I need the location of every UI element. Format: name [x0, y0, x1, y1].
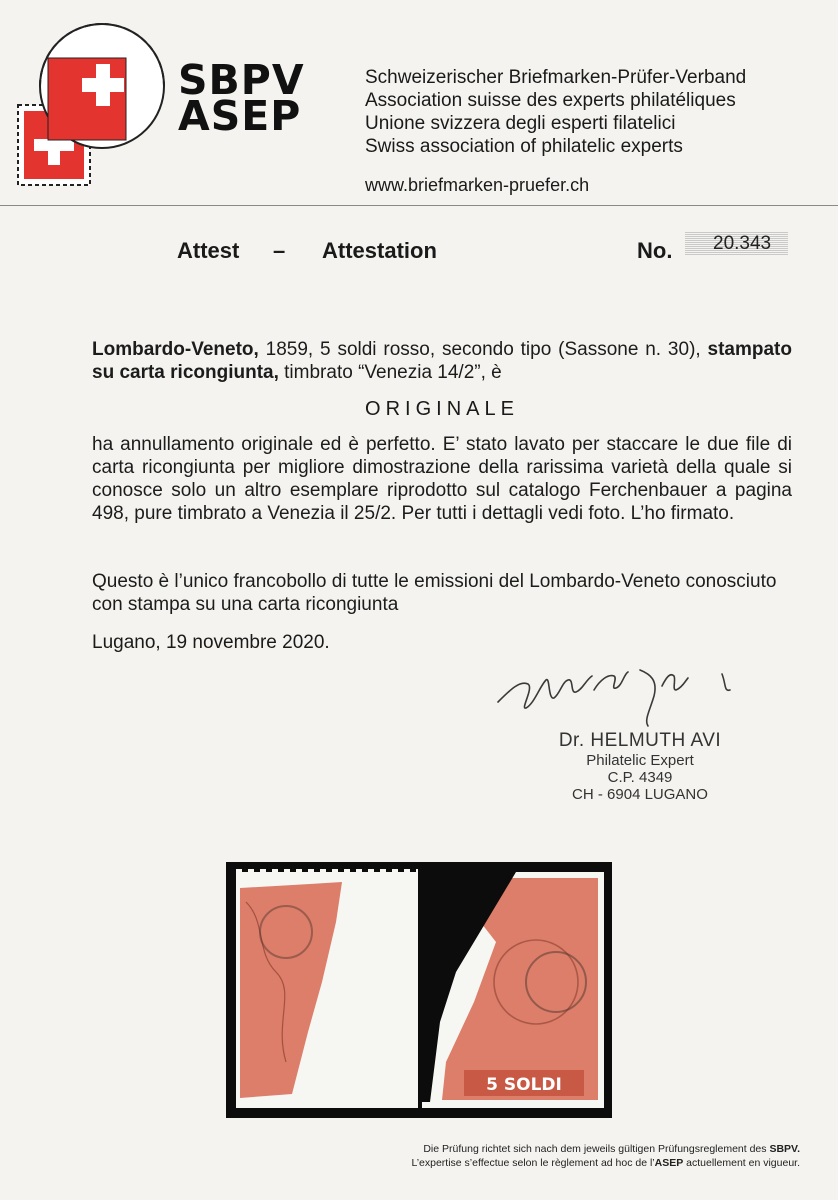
- verdict-originale: ORIGINALE: [365, 398, 519, 420]
- expert-name: Dr. HELMUTH AVI: [558, 730, 722, 751]
- header: [0, 0, 838, 205]
- brand-name: [178, 56, 305, 140]
- place-date: Lugano, 19 novembre 2020.: [92, 632, 330, 653]
- footer-note: [0, 1142, 800, 1170]
- stamp-left-piece: [236, 872, 418, 1108]
- stamp-right-piece: [422, 872, 604, 1108]
- footer-line-de: Die Prüfung richtet sich nach dem jeweils gültigen Prüfungsreglement des SBPV.: [423, 1143, 800, 1155]
- stamp-variety: stampato su carta ricongiunta,: [92, 339, 792, 383]
- association-name-de: Schweizerischer Briefmarken-Prüfer-Verband: [365, 67, 747, 88]
- certificate-number-label: No.: [637, 238, 673, 263]
- stamp-value-label: 5 SOLDI: [486, 1075, 562, 1095]
- expert-role: Philatelic Expert: [586, 752, 694, 769]
- title-dash: –: [273, 238, 286, 263]
- expert-city: CH - 6904 LUGANO: [572, 786, 708, 803]
- association-name-en: Swiss association of philatelic experts: [365, 136, 683, 157]
- association-name-it: Unione svizzera degli esperti filatelici: [365, 113, 676, 134]
- stamp-photo: [226, 862, 612, 1118]
- association-names: [365, 66, 746, 158]
- website-link[interactable]: www.briefmarken-pruefer.ch: [365, 175, 590, 195]
- condition-paragraph: ha annullamento originale ed è perfetto. E’ stato lavato per staccare le due file di carta ricongiunta per migliore dimostrazione della rarissima varietà della quale si conosce solo un altro esemplare riprodotto sul catalogo Ferchenbauer a pagina 498, pure timbrato a Venezia il 25/2. Per tutti i dettagli vedi foto. L’ho firmato.: [92, 434, 792, 524]
- signature-block: [540, 730, 740, 803]
- title-attest: Attest: [177, 238, 240, 263]
- title-attestation: Attestation: [322, 238, 437, 263]
- stamp-details: 1859, 5 soldi rosso, secondo tipo (Sassone n. 30),: [258, 339, 708, 360]
- certificate-number: 20.343: [713, 233, 772, 254]
- footer-line-fr: L’expertise s’effectue selon le règlement ad hoc de l’ASEP actuellement en vigueur.: [411, 1157, 800, 1169]
- uniqueness-paragraph: Questo è l’unico francobollo di tutte le emissioni del Lombardo-Veneto conosciuto con stampa su una carta ricongiunta: [92, 571, 777, 615]
- header-divider: [0, 205, 838, 206]
- swiss-flag-stamp-logo: [10, 20, 170, 195]
- association-name-fr: Association suisse des experts philatéliques: [365, 90, 736, 111]
- expert-po-box: C.P. 4349: [607, 769, 673, 786]
- stamp-cancel: timbrato “Venezia 14/2”, è: [278, 362, 502, 383]
- brand-line-sbpv: SBPV: [178, 56, 305, 104]
- brand-line-asep: ASEP: [178, 92, 302, 140]
- description-paragraph: [92, 338, 792, 384]
- stamp-issue: Lombardo-Veneto,: [92, 339, 259, 360]
- handwritten-signature: [490, 650, 750, 730]
